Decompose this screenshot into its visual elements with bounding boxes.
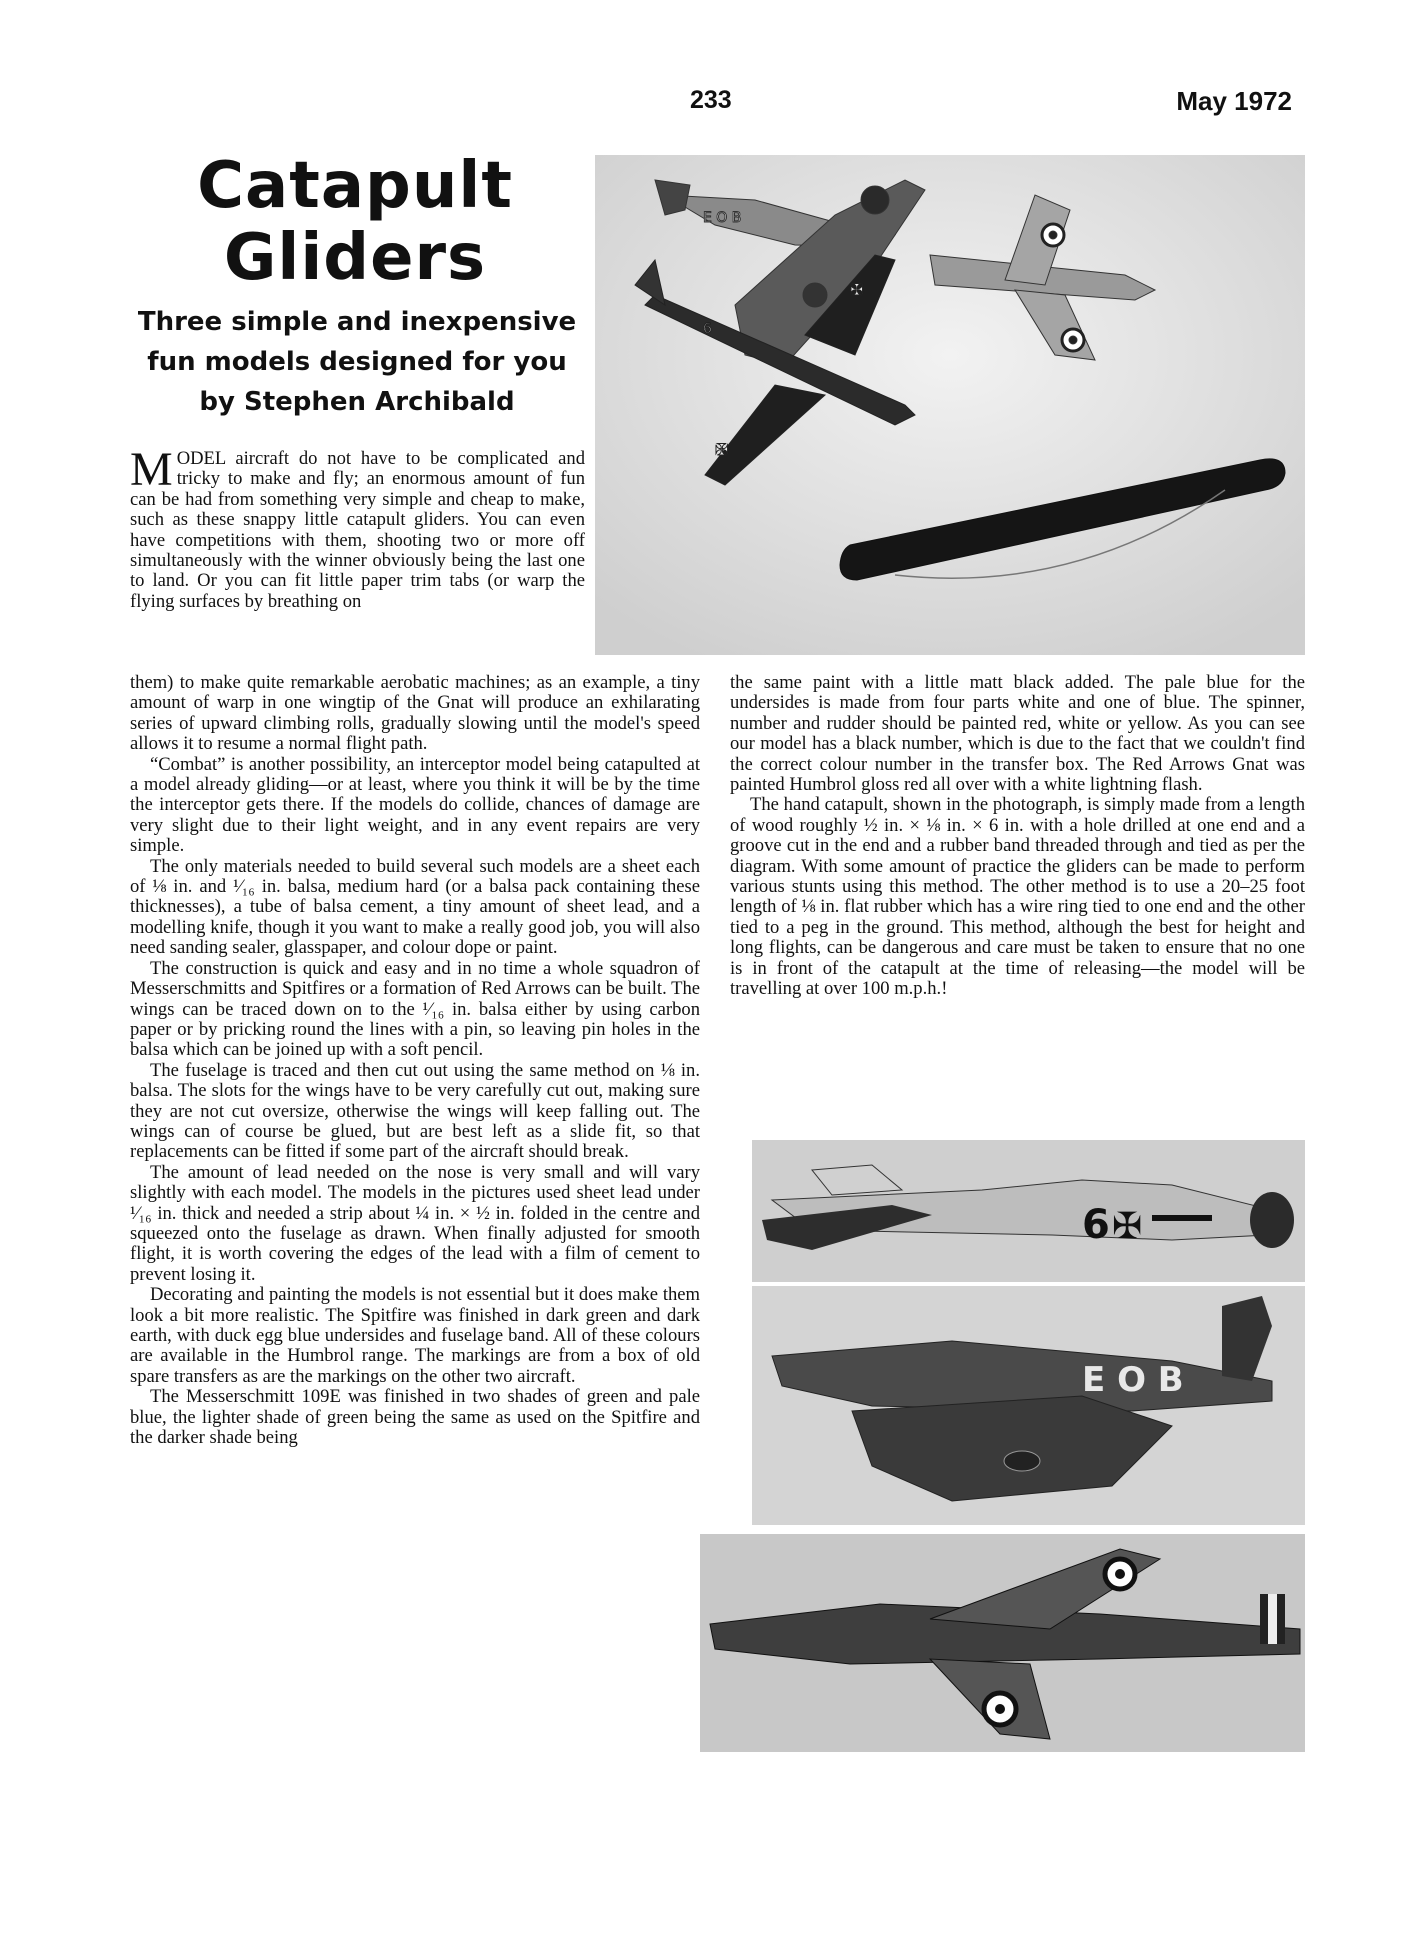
- paragraph: The construction is quick and easy and in no time a whole squadron of Messerschmitts and Spitfires or a formation of Red Arrows can be built. The wings can be traced down on to the ¹⁄₁₆ in. balsa either by using carbon paper or by pricking round the lines with a pin, so leaving pin holes in the balsa which can be joined up with a soft pencil.: [130, 957, 700, 1061]
- bf109-side-photo: [752, 1140, 1305, 1282]
- article-title: [130, 150, 580, 294]
- gnat-photo: [700, 1534, 1305, 1752]
- svg-text:✠: ✠: [850, 280, 864, 299]
- bf109-number-label: 6: [703, 321, 712, 337]
- paragraph: The fuselage is traced and then cut out using the same method on ⅛ in. balsa. The slots for the wings have to be very carefully cut out, making sure they are not cut oversize, otherwise the wings will keep falling out. The wings can of course be glued, but are best left as a slide fit, so that replacements can be fitted if some part of the aircraft should break.: [130, 1059, 700, 1163]
- paragraph: them) to make quite remarkable aerobatic machines; as an example, a tiny amount of warp in one wingtip of the Gnat will produce an exhilarating series of upward climbing rolls, gradually slowing until the model's speed allows it to resume a normal flight path.: [130, 672, 700, 755]
- byline: by Stephen Archibald: [199, 387, 515, 417]
- paragraph: Decorating and painting the models is not essential but it does make them look a bit more realistic. The Spitfire was finished in dark green and dark earth, with duck egg blue undersides and fuselage band. All of these colours are available in the Humbrol range. The markings are from a box of old spare transfers as are the markings on the other two aircraft.: [130, 1284, 700, 1387]
- title-line: Catapult: [197, 149, 513, 223]
- aircraft-number: 6: [1082, 1202, 1110, 1248]
- spitfire-code: E O B: [1082, 1360, 1184, 1400]
- paragraph: the same paint with a little matt black added. The pale blue for the undersides is made from four parts white and one of blue. The spinner, number and rudder should be painted red, white or yellow. As you can see our model has a black number, which is due to the fact that we couldn't find the correct colour number in the transfer box. The Red Arrows Gnat was painted Humbrol gloss red all over with a white lightning flash.: [730, 672, 1305, 796]
- body-column-right: [730, 673, 1305, 1000]
- svg-text:✠: ✠: [715, 440, 729, 459]
- article-subtitle: [128, 302, 586, 422]
- paragraph: “Combat” is another possibility, an interceptor model being catapulted at a model already gliding—or at least, where you think it will be by the time the interceptor gets there. If the models do collide, chances of damage are very slight due to their light weight, and in any event repairs are very simple.: [130, 753, 700, 857]
- gliders-group-photo: [595, 155, 1305, 655]
- intro-text: ODEL aircraft do not have to be complicated and tricky to make and fly; an enormous amount of fun can be had from something very simple and cheap to make, such as these snappy little catapult gliders. You can even have competitions with them, shooting two or more off simultaneously with the winner obviously being the last one to land. Or you can fit little paper trim tabs (or warp the flying surfaces by breathing on: [130, 448, 585, 612]
- issue-date: May 1972: [1176, 86, 1292, 116]
- paragraph: The Messerschmitt 109E was finished in two shades of green and pale blue, the lighter shade of green being the same as used on the Spitfire and the darker shade being: [130, 1386, 700, 1449]
- intro-paragraph: [130, 443, 585, 612]
- title-line: Gliders: [223, 221, 487, 295]
- paragraph: The hand catapult, shown in the photograph, is simply made from a length of wood roughly ½ in. × ⅛ in. × 6 in. with a hole drilled at one end and a groove cut in the end and a rubber band threaded through and tied as per the diagram. With some amount of practice the gliders can be made to perform various stunts using this method. The other method is to use a 20–25 foot length of ⅛ in. flat rubber which has a wire ring tied to one end and the other tied to a peg in the ground. This method, although the best for height and long flights, can be dangerous and care must be taken to ensure that no one is in front of the catapult at the time of releasing—the model will be travelling at over 100 m.p.h.!: [730, 794, 1305, 1000]
- subtitle-line: Three simple and inexpensive: [137, 307, 577, 337]
- svg-text:✠: ✠: [1112, 1206, 1143, 1247]
- drop-cap: M: [130, 443, 173, 496]
- spitfire-code-label: E O B: [703, 210, 742, 226]
- spitfire-photo: [752, 1286, 1305, 1525]
- intro-column: [130, 443, 585, 612]
- paragraph: The amount of lead needed on the nose is very small and will vary slightly with each model. The models in the pictures used sheet lead under ¹⁄₁₆ in. thick and needed a strip about ¼ in. × ½ in. folded in the centre and squeezed onto the fuselage as drawn. When finally adjusted for smooth flight, it is worth covering the edges of the lead with a film of cement to prevent losing it.: [130, 1161, 700, 1285]
- page-number: 233: [690, 86, 732, 114]
- paragraph: The only materials needed to build several such models are a sheet each of ⅛ in. and ¹⁄₁₆ in. balsa, medium hard (or a balsa pack containing these thicknesses), a tube of balsa cement, a tiny amount of sheet lead, and a modelling knife, though it you want to make a really good job, you will also need sanding sealer, glasspaper, and colour dope or paint.: [130, 855, 700, 959]
- body-column-left: [130, 673, 700, 1448]
- subtitle-line: fun models designed for you: [147, 347, 567, 377]
